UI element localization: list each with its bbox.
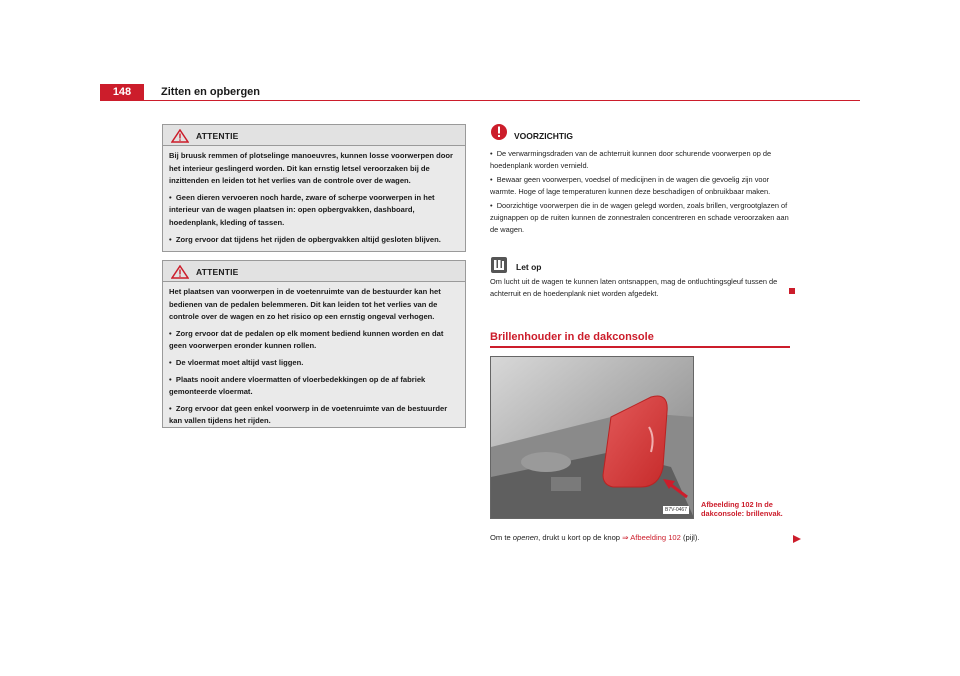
warning-bullet: • Plaats nooit andere vloermatten of vloerbedekkingen op de af fabriek gemonteerde vloermat. — [169, 374, 459, 399]
warning-bullet: • Zorg ervoor dat geen enkel voorwerp in de voetenruimte van de bestuurder kan vallen tijdens het rijden. — [169, 403, 459, 428]
note-body — [490, 276, 795, 302]
figure-caption — [701, 500, 796, 519]
figure-caption-label: Afbeelding 102 — [701, 500, 754, 509]
warning-header — [163, 125, 465, 146]
section-title: Brillenhouder in de dakconsole — [490, 331, 654, 343]
figure-reference-link[interactable]: ⇒ Afbeelding 102 — [622, 533, 681, 542]
figure-caption-text: In de dakconsole: brillenvak. — [701, 500, 783, 519]
note-title: Let op — [516, 262, 542, 272]
warning-title: ATTENTIE — [196, 267, 239, 277]
caution-header — [490, 123, 574, 143]
warning-bullet: • Geen dieren vervoeren noch harde, zware of scherpe voorwerpen in het interieur van de wagen plaatsen in: open opbergvakken, dashboard, hoedenplank, kleding of tassen. — [169, 192, 459, 230]
caution-bullet: • Doorzichtige voorwerpen die in de wagen gelegd worden, zoals brillen, vergrootglazen of zuignappen op de ruiten kunnen de zonnestralen concentreren en schade veroorzaken aan de wagen. — [490, 200, 795, 235]
warning-title: ATTENTIE — [196, 131, 239, 141]
continue-arrow-icon — [793, 535, 801, 543]
header-title: Zitten en opbergen — [161, 86, 260, 98]
body-text: , drukt u kort op de knop — [538, 533, 623, 542]
body-text: Om te — [490, 533, 513, 542]
warning-box-1 — [162, 124, 466, 252]
warning-body — [163, 282, 465, 436]
warning-paragraph: Bij bruusk remmen of plotselinge manoeuvres, kunnen losse voorwerpen door het interieur geslingerd worden. Dit kan ernstig letsel veroorzaken bij de inzittenden en leiden tot het verlies van de controle over de wagen. — [169, 151, 453, 186]
warning-header — [163, 261, 465, 282]
sunglasses-holder-illustration — [491, 357, 694, 519]
caution-exclamation-icon — [490, 123, 508, 141]
body-text: (pijl). — [680, 533, 700, 542]
warning-bullet: • De vloermat moet altijd vast liggen. — [169, 357, 459, 370]
warning-bullet: • Zorg ervoor dat tijdens het rijden de opbergvakken altijd gesloten blijven. — [169, 234, 459, 247]
warning-triangle-icon — [171, 129, 189, 143]
figure-image — [490, 356, 694, 519]
note-info-icon — [490, 256, 508, 274]
note-text: Om lucht uit de wagen te kunnen laten ontsnappen, mag de ontluchtingsgleuf tussen de achterruit en de hoedenplank niet worden afgedekt. — [490, 277, 778, 298]
header-rule — [100, 100, 860, 101]
warning-body — [163, 146, 465, 254]
warning-box-2 — [162, 260, 466, 428]
warning-bullet: • Zorg ervoor dat de pedalen op elk moment bediend kunnen worden en dat geen voorwerpen eronder kunnen rollen. — [169, 328, 459, 353]
caution-bullet: • Bewaar geen voorwerpen, voedsel of medicijnen in de wagen die gevoelig zijn voor warmte. Hoge of lage temperaturen kunnen deze beschadigen of onbruikbaar maken. — [490, 174, 795, 197]
body-emphasis: openen — [512, 533, 539, 542]
caution-title: VOORZICHTIG — [514, 131, 574, 141]
caution-bullet: • De verwarmingsdraden van de achterruit kunnen door schurende voorwerpen op de hoedenplank worden vernield. — [490, 148, 795, 171]
section-end-mark — [789, 288, 795, 294]
body-paragraph — [490, 533, 699, 542]
warning-paragraph: Het plaatsen van voorwerpen in de voetenruimte van de bestuurder kan het bedienen van de pedalen belemmeren. Dit kan leiden tot het verlies van de controle over de wagen en zo het risico op een ernstig ongeval verhogen. — [169, 287, 441, 322]
warning-triangle-icon — [171, 265, 189, 279]
figure-code: B7V-0467 — [665, 507, 687, 513]
section-rule — [490, 346, 790, 348]
page-number: 148 — [100, 84, 144, 100]
caution-body — [490, 148, 795, 238]
